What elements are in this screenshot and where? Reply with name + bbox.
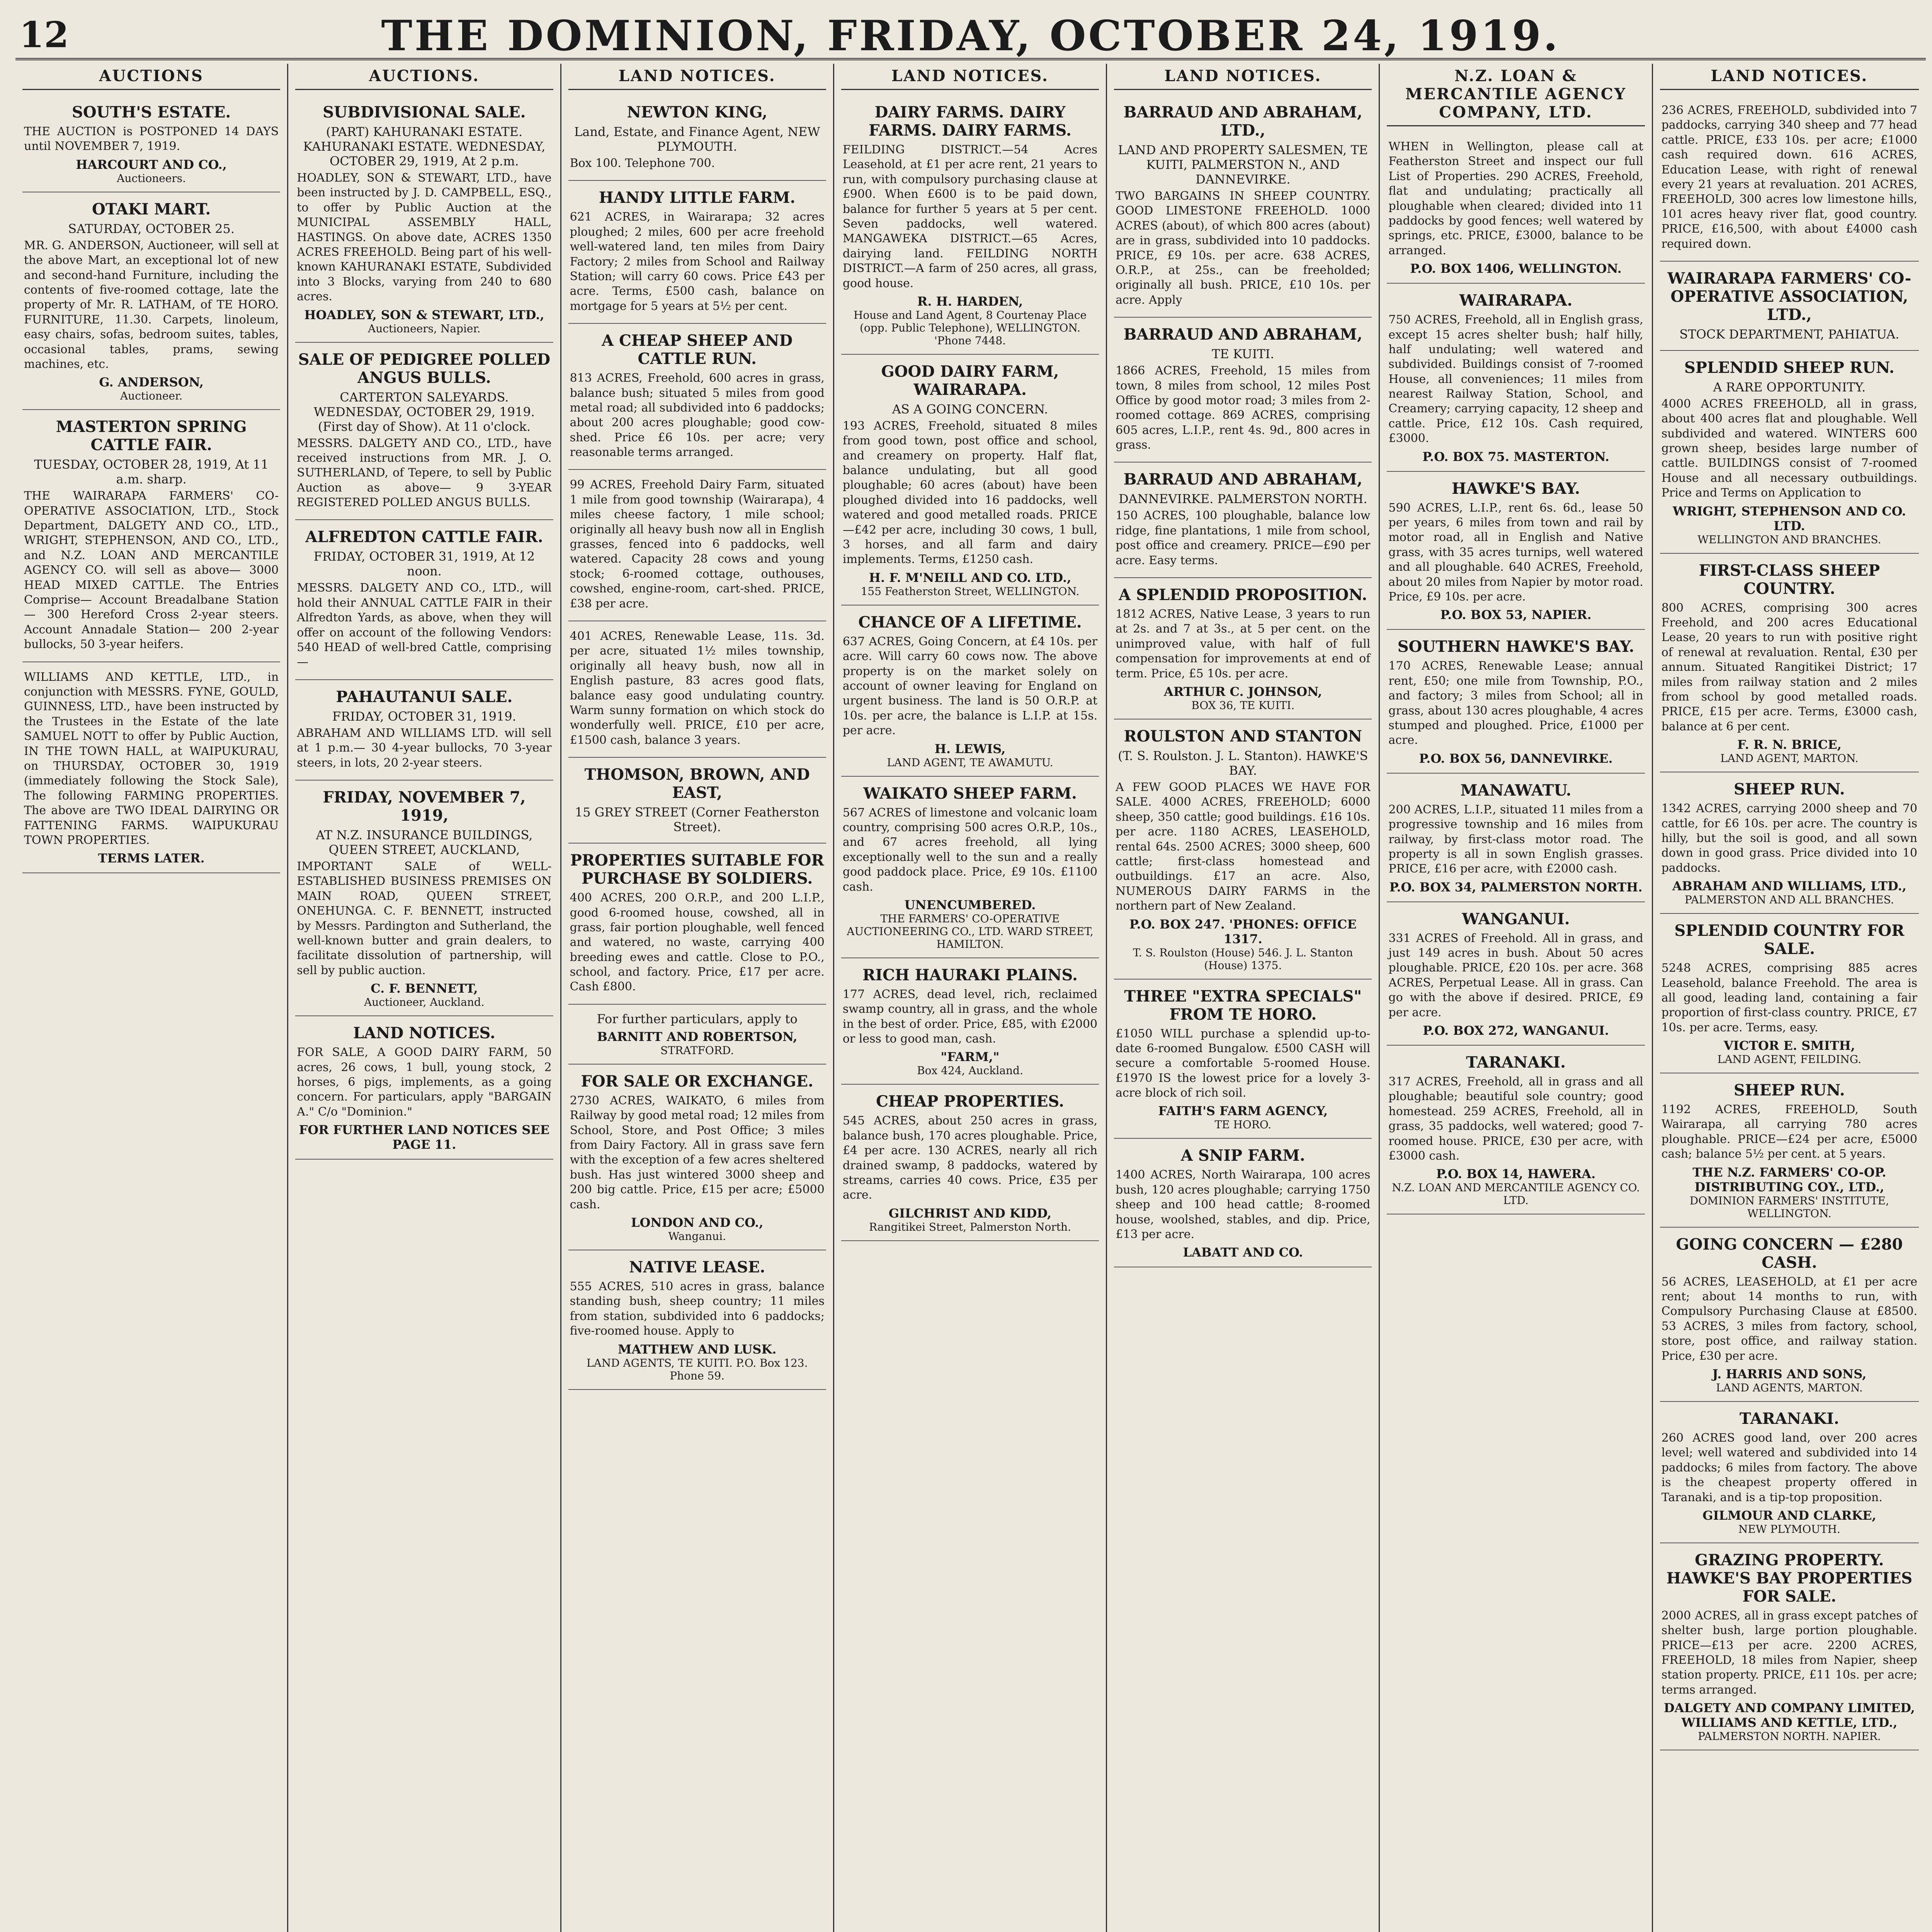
ad-title: BARRAUD AND ABRAHAM, LTD., bbox=[1123, 103, 1362, 139]
advertiser-address: TE HORO. bbox=[1214, 1118, 1272, 1131]
advertiser-name: P.O. BOX 75. MASTERTON. bbox=[1422, 449, 1609, 464]
ad-body-text: 400 ACRES, 200 O.R.P., and 200 L.I.P., good 6-roomed house, cowshed, all in grass, fair portion ploughable, well fenced and watered, no waste, carrying 400 breeding ewes and cattle. Close to P.O., school, and factory. Price, £17 per acre. Cash £800. bbox=[570, 891, 825, 994]
advertisement bbox=[841, 95, 1099, 355]
ad-body-text: 5248 ACRES, comprising 885 acres Leasehold, balance Freehold. The area is all good, leading land, containing a fair proportion of first-class country. PRICE, £7 10s. per acre. Terms, easy. bbox=[1661, 961, 1917, 1034]
ad-title: TARANAKI. bbox=[1739, 1409, 1839, 1428]
advertiser-address: Auctioneers. bbox=[117, 172, 186, 185]
advertiser-name: TERMS LATER. bbox=[98, 851, 205, 866]
advertisement bbox=[1114, 578, 1372, 719]
ad-subtitle: For further particulars, apply to bbox=[597, 1011, 798, 1026]
advertiser-address: LAND AGENT, TE AWAMUTU. bbox=[887, 756, 1053, 769]
ad-title: FRIDAY, NOVEMBER 7, 1919, bbox=[323, 788, 526, 825]
advertiser-name: C. F. BENNETT, bbox=[371, 981, 478, 996]
column-3 bbox=[561, 64, 834, 1932]
ad-body-text: 1400 ACRES, North Wairarapa, 100 acres bush, 120 acres ploughable; carrying 1750 sheep and 100 head cattle; 8-roomed house, woolshed, stables, and dip. Price, £13 per acre. bbox=[1116, 1168, 1371, 1242]
columns-container bbox=[15, 64, 1926, 1932]
ad-body-text: 193 ACRES, Freehold, situated 8 miles from good town, post office and school, and creamery on property. Half flat, balance undulating, but all good ploughable; 60 acres (about) have been ploughed divided into 16 paddocks, well watered and good metalled roads. PRICE—£42 per acre, including 30 cows, 1 bull, 3 horses, and all farm and dairy implements. Terms, £1250 cash. bbox=[842, 419, 1098, 566]
advertiser-address: Auctioneer. bbox=[120, 389, 183, 403]
advertiser-name: GILCHRIST AND KIDD, bbox=[888, 1206, 1052, 1221]
ad-body-text: 545 ACRES, about 250 acres in grass, balance bush, 170 acres ploughable. Price, £4 per acre. 130 ACRES, nearly all rich drained swamp, 8 paddocks, watered by streams, carries 40 cows. Price, £35 per acre. bbox=[842, 1114, 1098, 1202]
advertiser-address: 155 Featherston Street, WELLINGTON. bbox=[861, 585, 1080, 598]
advertisement bbox=[1660, 1543, 1919, 1750]
ad-body-text: 177 ACRES, dead level, rich, reclaimed swamp country, all in grass, and the whole in the best of order. Price, £85, with £2000 or less to good man, cash. bbox=[842, 987, 1098, 1046]
advertisement bbox=[1387, 1046, 1645, 1214]
column-heading: AUCTIONS bbox=[22, 64, 280, 90]
ad-title: NATIVE LEASE. bbox=[629, 1258, 765, 1276]
advertisement bbox=[1660, 95, 1919, 262]
advertisement bbox=[841, 777, 1099, 958]
advertiser-name: UNENCUMBERED. bbox=[904, 897, 1036, 912]
ad-body-text: Box 100. Telephone 700. bbox=[570, 156, 715, 170]
advertiser-address: Rangitikei Street, Palmerston North. bbox=[869, 1220, 1071, 1233]
ad-body-text: 236 ACRES, FREEHOLD, subdivided into 7 paddocks, carrying 340 sheep and 77 head cattle. PRICE, £33 10s. per acre; £1000 cash required down. 616 ACRES, Education Lease, with right of renewal every 21 years at revaluation. 201 ACRES, FREEHOLD, 300 acres low limestone hills, 101 acres heavy river flat, good country. PRICE, £16,500, with about £4000 cash required down. bbox=[1661, 104, 1917, 251]
ad-body-text: FEILDING DISTRICT.—54 Acres Leasehold, at £1 per acre rent, 21 years to run, with compulsory purchasing clause at £900. When £600 is to be paid down, balance for further 5 years at 5 per cent. Seven paddocks, well watered. MANGAWEKA DISTRICT.—65 Acres, dairying land. FEILDING NORTH DISTRICT.—A farm of 250 acres, all grass, good house. bbox=[842, 143, 1098, 290]
ad-title: GOING CONCERN — £280 CASH. bbox=[1676, 1235, 1903, 1272]
advertiser-address: THE FARMERS' CO-OPERATIVE AUCTIONEERING CO., LTD. WARD STREET, HAMILTON. bbox=[847, 912, 1094, 951]
ad-body-text: 1812 ACRES, Native Lease, 3 years to run at 2s. and 7 at 3s., at 5 per cent. on the unimproved value, with half of full compensation for improvements at end of term. Price, £5 10s. per acre. bbox=[1116, 607, 1371, 680]
advertisement bbox=[1114, 980, 1372, 1139]
ad-body-text: FOR SALE, A GOOD DAIRY FARM, 50 acres, 26 cows, 1 bull, young stock, 2 horses, 6 pigs, implements, as a going concern. For particulars, apply "BARGAIN A." C/o "Dominion." bbox=[297, 1046, 552, 1119]
advertiser-address: Auctioneers, Napier. bbox=[368, 322, 481, 335]
advertiser-address: Box 424, Auckland. bbox=[917, 1064, 1023, 1077]
ad-title: PROPERTIES SUITABLE FOR PURCHASE BY SOLDIERS. bbox=[570, 851, 824, 888]
advertiser-name: P.O. BOX 1406, WELLINGTON. bbox=[1410, 261, 1622, 276]
ad-subtitle: 15 GREY STREET (Corner Featherston Street). bbox=[575, 805, 820, 835]
advertisement bbox=[1660, 1073, 1919, 1228]
ad-title: HANDY LITTLE FARM. bbox=[599, 189, 796, 207]
ad-title: A SPLENDID PROPOSITION. bbox=[1119, 586, 1367, 604]
column-heading: N.Z. LOAN & MERCANTILE AGENCY COMPANY, LTD. bbox=[1387, 64, 1645, 126]
advertisement bbox=[295, 781, 553, 1016]
ad-subtitle: TUESDAY, OCTOBER 28, 1919, At 11 a.m. sharp. bbox=[34, 457, 269, 487]
advertisement bbox=[568, 621, 826, 758]
ad-title: MASTERTON SPRING CATTLE FAIR. bbox=[56, 418, 247, 454]
ad-body-text: £1050 WILL purchase a splendid up-to-date 6-roomed Bungalow. £500 CASH will secure a comfortable 5-roomed House. £1970 IS the lowest price for a lovely 3-acre block of rich soil. bbox=[1116, 1027, 1371, 1100]
advertiser-name: DALGETY AND COMPANY LIMITED, WILLIAMS AND KETTLE, LTD., bbox=[1663, 1701, 1915, 1730]
ad-subtitle: Land, Estate, and Finance Agent, NEW PLYMOUTH. bbox=[574, 124, 820, 154]
advertisement bbox=[568, 1250, 826, 1390]
advertiser-name: P.O. BOX 247. 'PHONES: OFFICE 1317. bbox=[1129, 917, 1357, 946]
ad-body-text: THE AUCTION is POSTPONED 14 DAYS until NOVEMBER 7, 1919. bbox=[24, 125, 279, 153]
advertisement bbox=[1387, 774, 1645, 902]
advertisement bbox=[1114, 95, 1372, 318]
advertisement bbox=[1660, 1402, 1919, 1543]
advertiser-name: H. F. M'NEILL AND CO. LTD., bbox=[869, 570, 1071, 585]
advertisement bbox=[22, 662, 280, 874]
ad-body-text: 2000 ACRES, all in grass except patches of shelter bush, large portion ploughable. PRICE—£13 per acre. 2200 ACRES, FREEHOLD, 18 miles from Napier, sheep station property. PRICE, £11 10s. per acre; terms arranged. bbox=[1661, 1609, 1917, 1697]
ad-body-text: WILLIAMS AND KETTLE, LTD., in conjunction with MESSRS. FYNE, GOULD, GUINNESS, LTD., have been instructed by the Trustees in the Estate of the late SAMUEL NOTT to offer by Public Auction, IN THE TOWN HALL, at WAIPUKURAU, on THURSDAY, OCTOBER 30, 1919 (immediately following the Stock Sale), The following FARMING PROPERTIES. The above are TWO IDEAL DAIRYING OR FATTENING FARMS. WAIPUKURAU TOWN PROPERTIES. bbox=[24, 670, 279, 847]
ad-subtitle: TE KUITI. bbox=[1212, 347, 1274, 362]
ad-title: SPLENDID SHEEP RUN. bbox=[1684, 358, 1895, 377]
ad-subtitle: AT N.Z. INSURANCE BUILDINGS, QUEEN STREET, AUCKLAND, bbox=[316, 827, 533, 857]
ad-body-text: 260 ACRES good land, over 200 acres level; well watered and subdivided into 14 paddocks; 6 miles from factory. The above is the cheapest property offered in Taranaki, and is a tip-top proposition. bbox=[1661, 1431, 1917, 1504]
advertiser-name: F. R. N. BRICE, bbox=[1737, 737, 1842, 752]
ad-body-text: 4000 ACRES FREEHOLD, all in grass, about 400 acres flat and ploughable. Well subdivided and watered. WINTERS 600 grown sheep, besides large number of cattle. BUILDINGS consist of 7-roomed House and all necessary outbuildings. Price and Terms on Application to bbox=[1661, 397, 1917, 500]
advertisement bbox=[295, 680, 553, 781]
advertiser-address: LAND AGENT, MARTON. bbox=[1720, 752, 1859, 765]
ad-title: NEWTON KING, bbox=[627, 103, 768, 121]
ad-body-text: 800 ACRES, comprising 300 acres Freehold, and 200 acres Educational Lease, 20 years to run with positive right of renewal at revaluation. Rental, £30 per annum. Situated Rangitikei District; 17 miles from railway station and 2 miles from school by good metalled roads. PRICE, £15 per acre. Terms, £3000 cash, balance at 6 per cent. bbox=[1661, 601, 1917, 733]
advertisement bbox=[1387, 132, 1645, 284]
ad-title: FIRST-CLASS SHEEP COUNTRY. bbox=[1699, 561, 1880, 598]
advertiser-address: WELLINGTON AND BRANCHES. bbox=[1697, 533, 1881, 546]
page-title: THE DOMINION, FRIDAY, OCTOBER 24, 1919. bbox=[381, 12, 1560, 60]
advertisement bbox=[1114, 719, 1372, 980]
advertiser-address: LAND AGENT, FEILDING. bbox=[1717, 1053, 1862, 1066]
advertisement bbox=[1660, 772, 1919, 914]
advertisement bbox=[568, 95, 826, 181]
advertiser-address: LAND AGENTS, TE KUITI. P.O. Box 123. Phone 59. bbox=[586, 1356, 808, 1382]
advertisement bbox=[295, 343, 553, 520]
ad-body-text: 750 ACRES, Freehold, all in English grass, except 15 acres shelter bush; half hilly, half undulating; well watered and subdivided. Buildings consist of 7-roomed House, all conveniences; 11 miles from nearest Railway Station, School, and Creamery; carrying capacity, 12 sheep and cattle. Price, £12 10s. Cash required, £3000. bbox=[1388, 313, 1643, 446]
advertisement bbox=[295, 1016, 553, 1160]
ad-title: FOR SALE OR EXCHANGE. bbox=[581, 1072, 813, 1090]
column-5 bbox=[1107, 64, 1380, 1932]
advertiser-name: FOR FURTHER LAND NOTICES SEE PAGE 11. bbox=[299, 1122, 550, 1152]
ad-body-text: 331 ACRES of Freehold. All in grass, and just 149 acres in bush. About 50 acres ploughable. PRICE, £20 10s. per acre. 368 ACRES, Perpetual Lease. All in grass. Can go with the above if desired. PRICE, £9 per acre. bbox=[1388, 931, 1643, 1019]
advertiser-name: R. H. HARDEN, bbox=[917, 294, 1023, 309]
advertisement bbox=[841, 355, 1099, 605]
ad-title: GOOD DAIRY FARM, WAIRARAPA. bbox=[881, 362, 1059, 399]
ad-subtitle: CARTERTON SALEYARDS. WEDNESDAY, OCTOBER 29, 1919. (First day of Show). At 11 o'clock. bbox=[313, 389, 535, 434]
advertisement bbox=[568, 181, 826, 324]
ad-subtitle: AS A GOING CONCERN. bbox=[892, 401, 1048, 417]
advertiser-address: DOMINION FARMERS' INSTITUTE, WELLINGTON. bbox=[1689, 1194, 1889, 1220]
ad-body-text: 590 ACRES, L.I.P., rent 6s. 6d., lease 50 per years, 6 miles from town and rail by motor road, all in English and Native grass, with 35 acres turnips, well watered and all ploughable. 640 ACRES, Freehold, about 20 miles from Napier by motor road. Price, £9 10s. per acre. bbox=[1388, 501, 1643, 604]
ad-title: SHEEP RUN. bbox=[1733, 1081, 1845, 1100]
ad-body-text: 56 ACRES, LEASEHOLD, at £1 per acre rent; about 14 months to run, with Compulsory Purchasing Clause at £8500. 53 ACRES, 3 miles from factory, school, store, post office, and railway station. Price, £30 per acre. bbox=[1661, 1275, 1917, 1363]
ad-subtitle: (T. S. Roulston. J. L. Stanton). HAWKE'S BAY. bbox=[1118, 748, 1368, 778]
advertisement bbox=[295, 520, 553, 680]
advertiser-name: HOADLEY, SON & STEWART, LTD., bbox=[304, 307, 544, 322]
ad-title: PAHAUTANUI SALE. bbox=[336, 687, 513, 706]
advertiser-address: STRATFORD. bbox=[660, 1044, 734, 1057]
ad-title: A CHEAP SHEEP AND CATTLE RUN. bbox=[602, 332, 793, 368]
advertisement bbox=[1660, 351, 1919, 554]
advertiser-name: VICTOR E. SMITH, bbox=[1723, 1038, 1855, 1053]
advertisement bbox=[1660, 554, 1919, 773]
advertisement bbox=[841, 958, 1099, 1085]
advertiser-name: "FARM," bbox=[940, 1049, 1000, 1065]
advertisement bbox=[1660, 1228, 1919, 1402]
ad-body-text: 1342 ACRES, carrying 2000 sheep and 70 cattle, for £6 10s. per acre. The country is hilly, but the soil is good, and all sown down in good grass. Price divided into 10 paddocks. bbox=[1661, 802, 1917, 875]
advertiser-name: THE N.Z. FARMERS' CO-OP. DISTRIBUTING COY., LTD., bbox=[1692, 1165, 1886, 1194]
advertiser-name: WRIGHT, STEPHENSON AND CO. LTD. bbox=[1672, 503, 1906, 533]
advertiser-name: FAITH'S FARM AGENCY, bbox=[1158, 1104, 1328, 1119]
advertiser-name: LABATT AND CO. bbox=[1183, 1245, 1303, 1260]
advertiser-address: NEW PLYMOUTH. bbox=[1738, 1522, 1840, 1536]
advertisement bbox=[568, 1065, 826, 1250]
advertiser-name: G. ANDERSON, bbox=[99, 375, 204, 390]
advertisement bbox=[22, 95, 280, 192]
advertisement bbox=[568, 758, 826, 844]
masthead bbox=[15, 12, 1926, 60]
ad-body-text: A FEW GOOD PLACES WE HAVE FOR SALE. 4000 ACRES, FREEHOLD; 6000 sheep, 350 cattle; good buildings. £16 10s. per acre. 1180 ACRES, LEASEHOLD, rental 64s. 2500 ACRES; 3000 sheep, 600 cattle; first-class homestead and outbuildings. £17 an acre. Also, NUMEROUS DAIRY FARMS in the northern part of New Zealand. bbox=[1116, 780, 1371, 913]
ad-body-text: MESSRS. DALGETY AND CO., LTD., have received instructions from MR. J. O. SUTHERLAND, of Tepere, to sell by Public Auction as above— 9 3-YEAR REGISTERED POLLED ANGUS BULLS. bbox=[297, 436, 552, 510]
advertisement bbox=[841, 605, 1099, 777]
advertiser-address: LAND AGENTS, MARTON. bbox=[1716, 1381, 1863, 1394]
advertiser-address: PALMERSTON AND ALL BRANCHES. bbox=[1685, 893, 1894, 906]
ad-title: WAIKATO SHEEP FARM. bbox=[863, 784, 1077, 803]
advertisement bbox=[1114, 318, 1372, 463]
ad-body-text: 2730 ACRES, WAIKATO, 6 miles from Railway by good metal road; 12 miles from School, Store, and Post Office; 3 miles from Dairy Factory. All in grass save fern with the exception of a few acres sheltered bush. Has just wintered 3000 sheep and 200 big cattle. Price, £15 per acre; £5000 cash. bbox=[570, 1094, 825, 1211]
ad-title: WAIRARAPA FARMERS' CO-OPERATIVE ASSOCIATION, LTD., bbox=[1667, 269, 1912, 324]
column-heading: LAND NOTICES. bbox=[568, 64, 826, 90]
ad-title: ROULSTON AND STANTON bbox=[1124, 727, 1362, 745]
ad-subtitle: STOCK DEPARTMENT, PAHIATUA. bbox=[1679, 327, 1900, 342]
advertiser-name: ARTHUR C. JOHNSON, bbox=[1164, 684, 1322, 699]
advertiser-address: T. S. Roulston (House) 546. J. L. Stanton (House) 1375. bbox=[1133, 946, 1353, 972]
advertiser-name: LONDON AND CO., bbox=[631, 1215, 764, 1230]
advertisement bbox=[568, 470, 826, 621]
ad-body-text: 170 ACRES, Renewable Lease; annual rent, £50; one mile from Township, P.O., and factory; 3 miles from School; all in grass, about 130 acres ploughable, 4 acres stumped and ploughed. Price, £1000 per acre. bbox=[1388, 659, 1643, 747]
ad-body-text: 150 ACRES, 100 ploughable, balance low ridge, fine plantations, 1 mile from school, post office and creamery. PRICE—£90 per acre. Easy terms. bbox=[1116, 509, 1371, 567]
ad-title: SOUTH'S ESTATE. bbox=[72, 103, 231, 121]
ad-body-text: 567 ACRES of limestone and volcanic loam country, comprising 500 acres O.R.P., 10s., and 67 acres freehold, all lying exceptionally well to the sun and a really good paddock place. Price, £9 10s. £1100 cash. bbox=[842, 806, 1098, 894]
ad-body-text: HOADLEY, SON & STEWART, LTD., have been instructed by J. D. CAMPBELL, ESQ., to offer by Public Auction at the MUNICIPAL ASSEMBLY HALL, HASTINGS. On above date, ACRES 1350 ACRES FREEHOLD. Being part of his well-known KAHURANAKI ESTATE, Subdivided into 3 Blocks, varying from 240 to 680 acres. bbox=[297, 171, 552, 304]
ad-body-text: 1866 ACRES, Freehold, 15 miles from town, 8 miles from school, 12 miles Post Office by good motor road; 3 miles from 2-roomed cottage. 869 ACRES, comprising 605 acres, L.I.P., rent 4s. 9d., 800 acres in grass. bbox=[1116, 364, 1371, 452]
ad-body-text: 637 ACRES, Going Concern, at £4 10s. per acre. Will carry 60 cows now. The above property is on the market solely on account of owner leaving for England on urgent business. The land is 50 O.R.P. at 10s. per acre, the balance is L.I.P. at 15s. per acre. bbox=[842, 634, 1098, 738]
column-heading: AUCTIONS. bbox=[295, 64, 553, 90]
ad-title: ALFREDTON CATTLE FAIR. bbox=[305, 528, 543, 546]
ad-subtitle: FRIDAY, OCTOBER 31, 1919. bbox=[332, 709, 516, 724]
column-6 bbox=[1380, 64, 1653, 1932]
advertiser-address: Auctioneer, Auckland. bbox=[364, 996, 485, 1009]
ad-subtitle: SATURDAY, OCTOBER 25. bbox=[68, 221, 235, 236]
ad-title: CHEAP PROPERTIES. bbox=[876, 1092, 1064, 1111]
advertisement bbox=[1114, 463, 1372, 578]
ad-subtitle: DANNEVIRKE. PALMERSTON NORTH. bbox=[1118, 492, 1367, 507]
ad-title: A SNIP FARM. bbox=[1180, 1146, 1305, 1165]
advertisement bbox=[1387, 630, 1645, 773]
ad-title: BARRAUD AND ABRAHAM, bbox=[1123, 470, 1362, 489]
ad-body-text: TWO BARGAINS IN SHEEP COUNTRY. GOOD LIMESTONE FREEHOLD. 1000 ACRES (about), of which 800 acres (about) are in grass, subdivided into 10 paddocks. PRICE, £9 10s. per acre. 638 ACRES, O.R.P., at 25s., can be freeholded; originally all bush. PRICE, £10 10s. per acre. Apply bbox=[1116, 189, 1371, 307]
ad-body-text: ABRAHAM AND WILLIAMS LTD. will sell at 1 p.m.— 30 4-year bullocks, 70 3-year steers, in lots, 20 2-year steers. bbox=[297, 726, 552, 770]
advertiser-address: Wanganui. bbox=[668, 1230, 726, 1243]
advertisement bbox=[568, 844, 826, 1005]
ad-body-text: 401 ACRES, Renewable Lease, 11s. 3d. per acre, situated 1½ miles township, originally all heavy bush, now all in English pasture, 83 acres good flats, balance easy good undulating country. Warm sunny formation on which stock do wonderfully well. PRICE, £10 per acre, £1500 cash, balance 3 years. bbox=[570, 629, 825, 747]
ad-body-text: 317 ACRES, Freehold, all in grass and all ploughable; beautiful sole country; good homestead. 259 ACRES, Freehold, all in grass, 35 paddocks, well watered; good 7-roomed house. PRICE, £30 per acre, with £3000 cash. bbox=[1388, 1075, 1643, 1163]
column-1 bbox=[15, 64, 288, 1932]
advertiser-address: N.Z. LOAN AND MERCANTILE AGENCY CO. LTD. bbox=[1392, 1181, 1640, 1207]
ad-title: DAIRY FARMS. DAIRY FARMS. DAIRY FARMS. bbox=[869, 103, 1071, 139]
page-number: 12 bbox=[19, 14, 69, 56]
advertisement bbox=[1660, 914, 1919, 1073]
advertiser-name: ABRAHAM AND WILLIAMS, LTD., bbox=[1672, 879, 1906, 894]
ad-body-text: 99 ACRES, Freehold Dairy Farm, situated 1 mile from good township (Wairarapa), 4 miles cheese factory, 1 mile school; originally all heavy bush now all in English grasses, fenced into 6 paddocks, well watered. Capacity 28 cows and young stock; 6-roomed cottage, outhouses, cowshed, engine-room, cart-shed. PRICE, £38 per acre. bbox=[570, 478, 825, 611]
ad-title: HAWKE'S BAY. bbox=[1451, 479, 1580, 498]
advertiser-name: HARCOURT AND CO., bbox=[76, 157, 227, 172]
ad-title: TARANAKI. bbox=[1466, 1053, 1566, 1072]
advertiser-name: P.O. BOX 14, HAWERA. bbox=[1436, 1167, 1596, 1182]
ad-title: SUBDIVISIONAL SALE. bbox=[323, 103, 526, 121]
advertisement bbox=[1387, 472, 1645, 630]
advertisement bbox=[1660, 262, 1919, 351]
ad-title: GRAZING PROPERTY. HAWKE'S BAY PROPERTIES FOR SALE. bbox=[1666, 1551, 1913, 1605]
ad-title: BARRAUD AND ABRAHAM, bbox=[1123, 325, 1362, 344]
column-2 bbox=[288, 64, 561, 1932]
ad-title: MANAWATU. bbox=[1460, 781, 1571, 799]
ad-body-text: THE WAIRARAPA FARMERS' CO-OPERATIVE ASSOCIATION, LTD., Stock Department, DALGETY AND CO., LTD., WRIGHT, STEPHENSON, AND CO., LTD., and N.Z. LOAN AND MERCANTILE AGENCY CO. will sell as above— 3000 HEAD MIXED CATTLE. The Entries Comprise— Account Breadalbane Station— 300 Hereford Cross 2-year steers. Account Annadale Station— 200 2-year bullocks, 50 3-year heifers. bbox=[24, 489, 279, 651]
ad-title: THREE "EXTRA SPECIALS" FROM TE HORO. bbox=[1124, 987, 1362, 1024]
ad-title: LAND NOTICES. bbox=[353, 1024, 495, 1043]
column-heading: LAND NOTICES. bbox=[841, 64, 1099, 90]
ad-title: WAIRARAPA. bbox=[1459, 291, 1573, 310]
ad-body-text: IMPORTANT SALE of WELL-ESTABLISHED BUSINESS PREMISES ON MAIN ROAD, QUEEN STREET, ONEHUNGA. C. F. BENNETT, instructed by Messrs. Pardington and Sutherland, the well-known butter and grain dealers, to facilitate dissolution of partnership, will sell by public auction. bbox=[297, 859, 552, 977]
ad-title: SHEEP RUN. bbox=[1733, 780, 1845, 799]
advertiser-name: P.O. BOX 34, PALMERSTON NORTH. bbox=[1389, 879, 1643, 895]
column-heading: LAND NOTICES. bbox=[1114, 64, 1372, 90]
advertiser-name: H. LEWIS, bbox=[934, 741, 1006, 756]
ad-body-text: 621 ACRES, in Wairarapa; 32 acres ploughed; 2 miles, 600 per acre freehold well-watered land, ten miles from Dairy Factory; 2 miles from School and Railway Station; will carry 60 cows. Price £43 per acre. Terms, £500 cash, balance on mortgage for 5 years at 5½ per cent. bbox=[570, 210, 825, 313]
advertiser-name: P.O. BOX 272, WANGANUI. bbox=[1423, 1023, 1609, 1038]
advertiser-name: P.O. BOX 56, DANNEVIRKE. bbox=[1419, 751, 1613, 766]
ad-body-text: 200 ACRES, L.I.P., situated 11 miles from a progressive township and 16 miles from railway, by first-class motor road. The property is all in sown English grasses. PRICE, £16 per acre, with £2000 cash. bbox=[1388, 803, 1643, 876]
advertisement bbox=[568, 324, 826, 470]
ad-title: SALE OF PEDIGREE POLLED ANGUS BULLS. bbox=[298, 350, 551, 387]
advertiser-name: BARNITT AND ROBERTSON, bbox=[597, 1029, 798, 1044]
advertiser-name: GILMOUR AND CLARKE, bbox=[1702, 1508, 1876, 1523]
ad-title: CHANCE OF A LIFETIME. bbox=[858, 613, 1082, 631]
column-4 bbox=[834, 64, 1107, 1932]
advertisement bbox=[1114, 1139, 1372, 1267]
ad-body-text: MR. G. ANDERSON, Auctioneer, will sell at the above Mart, an exceptional lot of new and second-hand Furniture, including the contents of five-roomed cottage, late the property of Mr. R. LATHAM, of TE HORO. FURNITURE, 11.30. Carpets, linoleum, easy chairs, sofas, bedroom suites, tables, occasional tables, prams, sewing machines, etc. bbox=[24, 238, 279, 371]
ad-title: THOMSON, BROWN, AND EAST, bbox=[584, 765, 810, 802]
ad-body-text: WHEN in Wellington, please call at Featherston Street and inspect our full List of Properties. 290 ACRES, Freehold, flat and undulating; practically all ploughable when cleared; divided into 11 paddocks by good fences; well watered by springs, etc. PRICE, £3000, balance to be arranged. bbox=[1388, 140, 1643, 257]
advertiser-address: PALMERSTON NORTH. NAPIER. bbox=[1698, 1730, 1881, 1743]
advertiser-address: House and Land Agent, 8 Courtenay Place (opp. Public Telephone), WELLINGTON. 'Phone 7448. bbox=[853, 308, 1087, 347]
column-7 bbox=[1653, 64, 1926, 1932]
advertisement bbox=[1387, 284, 1645, 472]
ad-body-text: MESSRS. DALGETY AND CO., LTD., will hold their ANNUAL CATTLE FAIR in their Alfredton Yards, as above, when they will offer on account of the following Vendors: 540 HEAD of well-bred Cattle, comprising— bbox=[297, 581, 552, 669]
column-heading: LAND NOTICES. bbox=[1660, 64, 1919, 90]
ad-body-text: 555 ACRES, 510 acres in grass, balance standing bush, sheep country; 11 miles from station, subdivided into 6 paddocks; five-roomed house. Apply to bbox=[570, 1279, 825, 1338]
advertiser-address: BOX 36, TE KUITI. bbox=[1191, 699, 1295, 712]
ad-title: RICH HAURAKI PLAINS. bbox=[862, 966, 1078, 984]
ad-subtitle: FRIDAY, OCTOBER 31, 1919, At 12 noon. bbox=[313, 549, 535, 579]
advertisement bbox=[568, 1005, 826, 1065]
ad-title: SPLENDID COUNTRY FOR SALE. bbox=[1674, 922, 1905, 958]
advertisement bbox=[841, 1085, 1099, 1241]
advertisement bbox=[295, 95, 553, 343]
ad-subtitle: LAND AND PROPERTY SALESMEN, TE KUITI, PALMERSTON N., AND DANNEVIRKE. bbox=[1118, 143, 1368, 187]
ad-subtitle: (PART) KAHURANAKI ESTATE. KAHURANAKI ESTATE. WEDNESDAY, OCTOBER 29, 1919, At 2 p.m. bbox=[303, 124, 546, 168]
advertisement bbox=[22, 410, 280, 662]
advertisement bbox=[1387, 902, 1645, 1046]
ad-subtitle: A RARE OPPORTUNITY. bbox=[1713, 379, 1866, 395]
ad-body-text: 1192 ACRES, FREEHOLD, South Wairarapa, all carrying 780 acres ploughable. PRICE—£24 per acre, £5000 cash; balance 5½ per cent. at 5 years. bbox=[1661, 1103, 1917, 1161]
advertiser-name: MATTHEW AND LUSK. bbox=[618, 1342, 777, 1357]
advertiser-name: J. HARRIS AND SONS, bbox=[1712, 1366, 1867, 1381]
advertisement bbox=[22, 192, 280, 410]
advertiser-name: P.O. BOX 53, NAPIER. bbox=[1440, 607, 1592, 622]
ad-title: WANGANUI. bbox=[1462, 910, 1570, 928]
ad-title: OTAKI MART. bbox=[92, 200, 211, 218]
ad-title: SOUTHERN HAWKE'S BAY. bbox=[1397, 638, 1634, 656]
ad-body-text: 813 ACRES, Freehold, 600 acres in grass, balance bush; situated 5 miles from good metal road; all subdivided into 6 paddocks; about 200 acres ploughable; good cow-shed. Price £6 10s. per acre; very reasonable terms arranged. bbox=[570, 371, 825, 459]
